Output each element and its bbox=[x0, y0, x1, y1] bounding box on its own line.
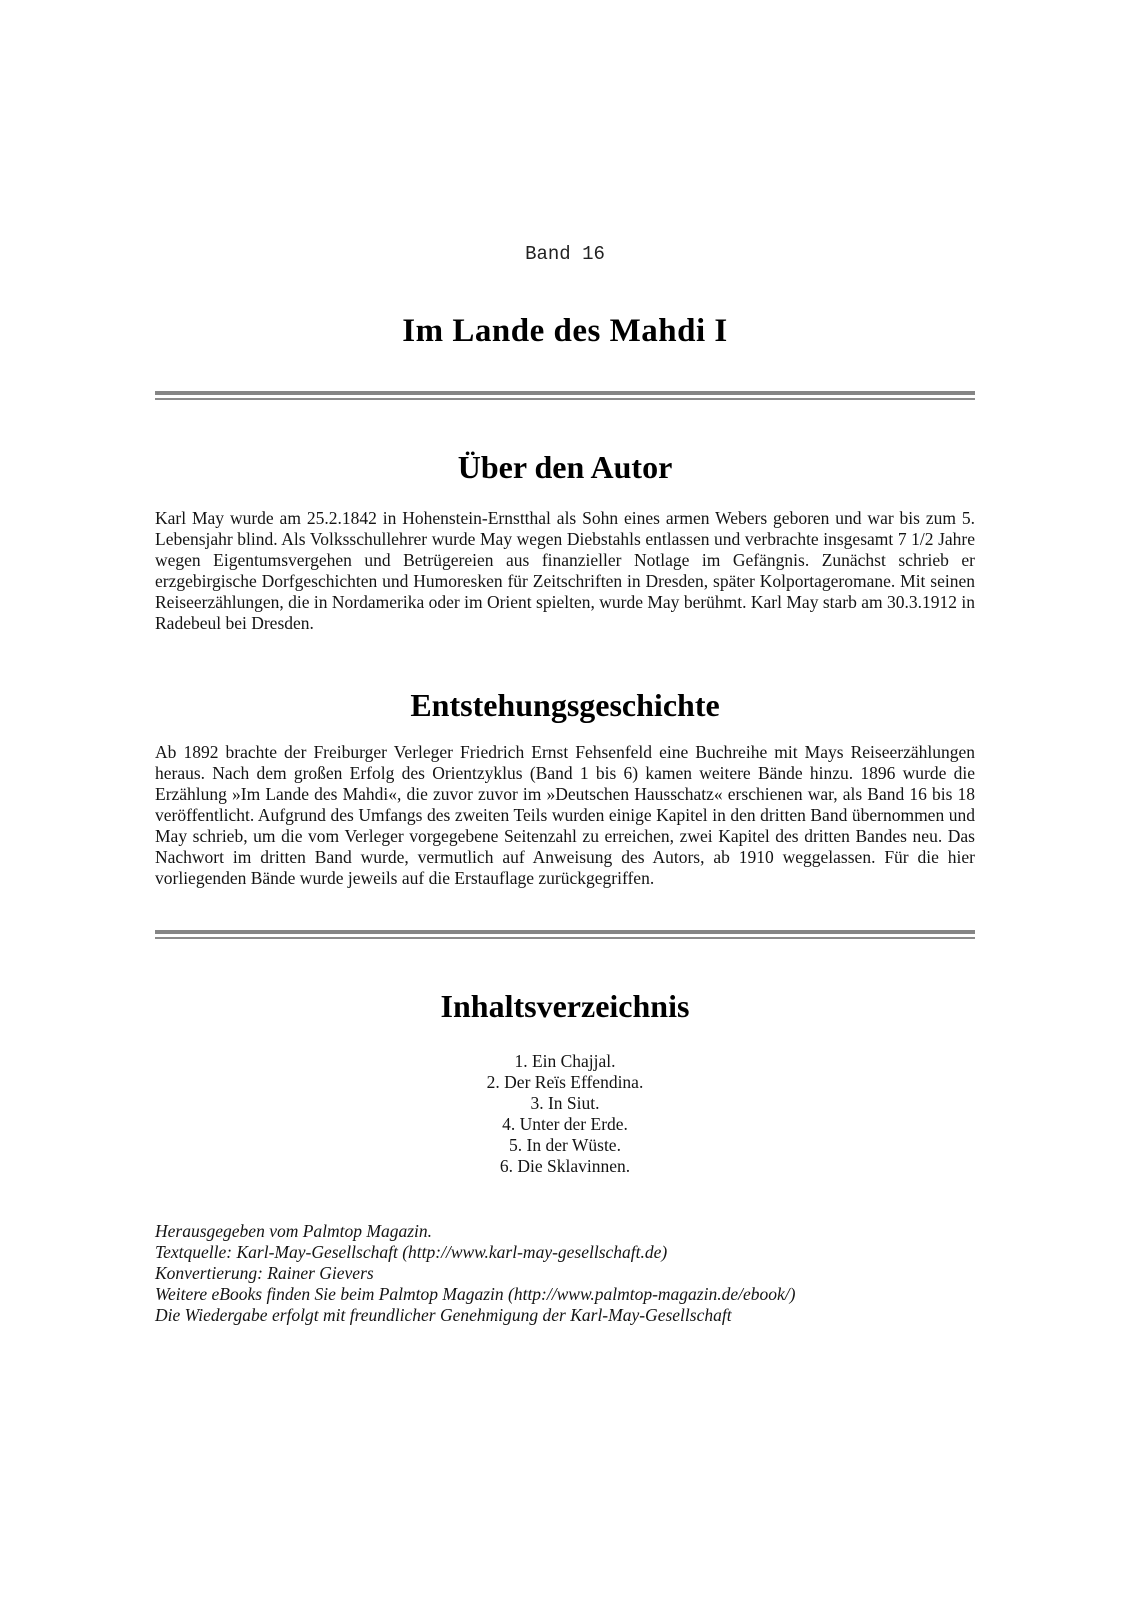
colophon-line-source: Textquelle: Karl-May-Gesellschaft (http://www.karl-may-gesellschaft.de) bbox=[155, 1242, 668, 1262]
toc-entry-2: 2. Der Reïs Effendina. bbox=[486, 1072, 644, 1092]
about-author-paragraph: Karl May wurde am 25.2.1842 in Hohenstein-Ernstthal als Sohn eines armen Webers geboren und war bis zum 5. Lebensjahr blind. Als Volksschullehrer wurde May wegen Diebstahls entlassen und verbrachte insgesamt 7 1/2 Jahre wegen Eigentumsvergehen und Betrügereien aus finanzieller Notlage im Gefängnis. Zunächst schrieb er erzgebirgische Dorfgeschichten und Humoresken für Zeitschriften in Dresden, später Kolportageromane. Mit seinen Reiseerzählungen, die in Nordamerika oder im Orient spielten, wurde May berühmt. Karl May starb am 30.3.1912 in Radebeul bei Dresden. bbox=[155, 508, 975, 633]
toc-entry-1: 1. Ein Chajjal. bbox=[514, 1051, 616, 1071]
double-rule-bottom bbox=[155, 930, 975, 939]
colophon-line-publisher: Herausgegeben vom Palmtop Magazin. bbox=[155, 1221, 433, 1241]
genesis-paragraph: Ab 1892 brachte der Freiburger Verleger Friedrich Ernst Fehsenfeld eine Buchreihe mit Mays Reiseerzählungen heraus. Nach dem großen Erfolg des Orientzyklus (Band 1 bis 6) kamen weitere Bände hinzu. 1896 wurde die Erzählung »Im Lande des Mahdi«, die zuvor zuvor im »Deutschen Hausschatz« erschienen war, als Band 16 bis 18 veröffentlicht. Aufgrund des Umfangs des zweiten Teils wurden einige Kapitel in den dritten Band übernommen und May schrieb, um die vom Verleger vorgegebene Seitenzahl zu erreichen, zwei Kapitel des dritten Bandes neu. Das Nachwort im dritten Band wurde, vermutlich auf Anweisung des Autors, ab 1910 weggelassen. Für die hier vorliegenden Bände wurde jeweils auf die Erstauflage zurückgegriffen. bbox=[155, 742, 975, 888]
colophon bbox=[155, 1221, 975, 1326]
book-title: Im Lande des Mahdi I bbox=[402, 313, 728, 349]
toc-heading: Inhaltsverzeichnis bbox=[440, 988, 690, 1024]
colophon-line-conversion: Konvertierung: Rainer Gievers bbox=[155, 1263, 374, 1283]
toc-list bbox=[155, 1051, 975, 1177]
about-author-heading: Über den Autor bbox=[457, 449, 673, 485]
double-rule-top bbox=[155, 391, 975, 400]
toc-entry-3: 3. In Siut. bbox=[530, 1093, 600, 1113]
band-label: Band 16 bbox=[525, 243, 605, 265]
toc-entry-6: 6. Die Sklavinnen. bbox=[499, 1156, 631, 1176]
toc-entry-4: 4. Unter der Erde. bbox=[502, 1114, 628, 1134]
colophon-line-permission: Die Wiedergabe erfolgt mit freundlicher Genehmigung der Karl-May-Gesellschaft bbox=[155, 1305, 732, 1325]
genesis-heading: Entstehungsgeschichte bbox=[410, 687, 720, 723]
toc-entry-5: 5. In der Wüste. bbox=[509, 1135, 621, 1155]
colophon-line-more-ebooks: Weitere eBooks finden Sie beim Palmtop Magazin (http://www.palmtop-magazin.de/ebook/) bbox=[155, 1284, 796, 1304]
